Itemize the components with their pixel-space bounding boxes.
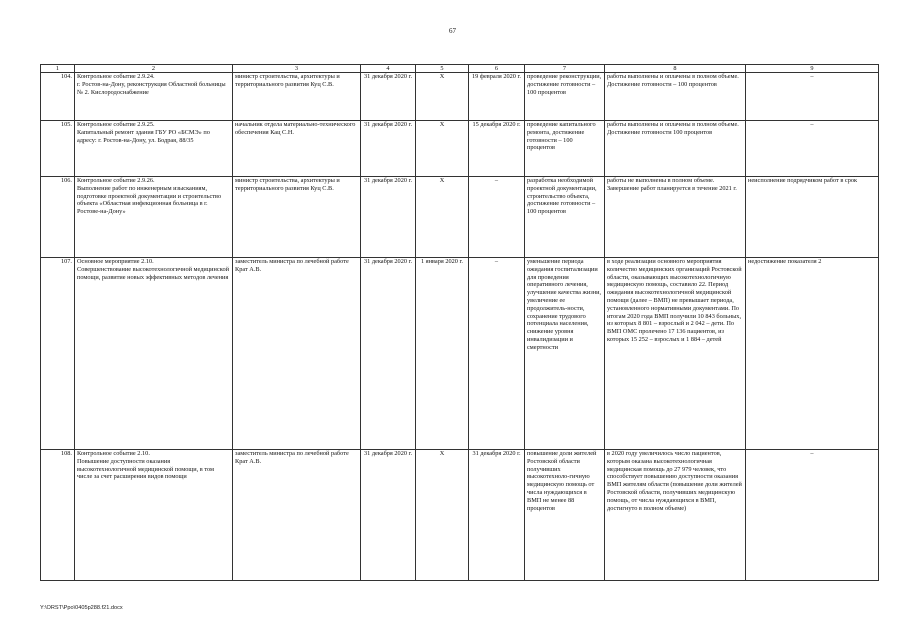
actual-result-cell: работы выполнены и оплачены в полном объеме. Достижение готовности 100 процентов (605, 121, 746, 177)
table-row (41, 121, 879, 177)
table-row (41, 73, 879, 121)
plan-date-cell: 31 декабря 2020 г. (361, 450, 416, 581)
page-number: 67 (449, 27, 456, 35)
start-date-cell: X (416, 73, 469, 121)
planned-result-cell: повышение доли жителей Ростовской области получивших высокотехноло-гичную медицинскую помощь от числа нуждающихся в ВМП не менее 88 процентов (525, 450, 605, 581)
plan-date-cell: 31 декабря 2020 г. (361, 121, 416, 177)
header-cell: 5 (416, 65, 469, 73)
table-row (41, 450, 879, 581)
reasons-cell: – (746, 121, 879, 177)
event-cell: Контрольное событие 2.9.25. Капитальный ремонт здания ГБУ РО «БСМЭ» по адресу: г. Ростов-на-Дону, ул. Бодрая, 88/35 (75, 121, 233, 177)
row-number: 105. (41, 121, 75, 177)
event-cell: Основное мероприятие 2.10. Совершенствование высокотехнологичной медицинской помощи, развитие новых эффективных методов лечения (75, 258, 233, 450)
start-date-cell: X (416, 450, 469, 581)
start-date-cell: 1 января 2020 г. (416, 258, 469, 450)
header-cell: 4 (361, 65, 416, 73)
event-cell: Контрольное событие 2.9.24. г. Ростов-на-Дону, реконструкция Областной больницы № 2. Кислородоснабжение (75, 73, 233, 121)
header-cell: 7 (525, 65, 605, 73)
plan-date-cell: 31 декабря 2020 г. (361, 73, 416, 121)
actual-result-cell: в 2020 году увеличилось число пациентов, которым оказана высокотехнологичная медицинская помощь до 27 979 человек, что способствует повышению доступности оказания ВМП жителям области (повышение доли жителей Ростовской области, получивших медицинскую помощь, от числа нуждающихся в ВМП, достигнуто в полном объеме) (605, 450, 746, 581)
event-cell: Контрольное событие 2.10. Повышение доступности оказания высокотехнологичной медицинской помощи, в том числе за счет расширения видов помощи (75, 450, 233, 581)
fact-date-cell: – (469, 177, 525, 258)
header-cell: 1 (41, 65, 75, 73)
actual-result-cell: работы выполнены и оплачены в полном объеме. Достижение готовности – 100 процентов (605, 73, 746, 121)
start-date-cell: X (416, 121, 469, 177)
event-cell: Контрольное событие 2.9.26. Выполнение работ по инженерным изысканиям, подготовке проектной документации и строительство объекта «Областная инфекционная больница в г. Ростове-на-Дону» (75, 177, 233, 258)
header-cell: 8 (605, 65, 746, 73)
reasons-cell: – (746, 73, 879, 121)
row-number: 104. (41, 73, 75, 121)
header-cell: 6 (469, 65, 525, 73)
reasons-cell: неисполнение подрядчиком работ в срок (746, 177, 879, 258)
responsible-cell: заместитель министра по лечебной работе Крат А.В. (233, 258, 361, 450)
table-row (41, 177, 879, 258)
fact-date-cell: 31 декабря 2020 г. (469, 450, 525, 581)
planned-result-cell: уменьшение периода ожидания госпитализации для проведения оперативного лечения, улучшение качества жизни, увеличение ее продолжитель-ности, сохранение трудового потенциала населения, снижение уровня инвалидизации и смертности (525, 258, 605, 450)
responsible-cell: министр строительства, архитектуры и территориального развития Куц С.В. (233, 73, 361, 121)
plan-date-cell: 31 декабря 2020 г. (361, 258, 416, 450)
start-date-cell: X (416, 177, 469, 258)
responsible-cell: заместитель министра по лечебной работе Крат А.В. (233, 450, 361, 581)
fact-date-cell: 15 декабря 2020 г. (469, 121, 525, 177)
fact-date-cell: – (469, 258, 525, 450)
header-cell: 3 (233, 65, 361, 73)
report-table (40, 64, 879, 581)
responsible-cell: министр строительства, архитектуры и территориального развития Куц С.В. (233, 177, 361, 258)
header-cell: 9 (746, 65, 879, 73)
footer-file-path: Y:\ORST\Ppo\0405p288.f21.docx (40, 605, 123, 611)
actual-result-cell: работы не выполнены в полном объеме. Завершение работ планируется в течение 2021 г. (605, 177, 746, 258)
row-number: 106. (41, 177, 75, 258)
planned-result-cell: разработка необходимой проектной документации, строительство объекта, достижение готовности – 100 процентов (525, 177, 605, 258)
row-number: 108. (41, 450, 75, 581)
reasons-cell: недостижение показателя 2 (746, 258, 879, 450)
row-number: 107. (41, 258, 75, 450)
reasons-cell: – (746, 450, 879, 581)
header-cell: 2 (75, 65, 233, 73)
header-row (41, 65, 879, 73)
actual-result-cell: в ходе реализации основного мероприятия количество медицинских организаций Ростовской области, оказывающих высокотехнологичную медицинскую помощь, составило 22. Период ожидания высокотехнологичной медицинской помощи (далее – ВМП) не превышает периода, установленного нормативными документами. По итогам 2020 года ВМП получили 10 843 больных, из которых 8 801 – взрослый и 2 042 – дети. По ВМП ОМС пролечено 17 136 пациентов, из которых 15 252 – взрослых и 1 884 – детей (605, 258, 746, 450)
table-row (41, 258, 879, 450)
planned-result-cell: проведение реконструкции, достижение готовности – 100 процентов (525, 73, 605, 121)
fact-date-cell: 19 февраля 2020 г. (469, 73, 525, 121)
plan-date-cell: 31 декабря 2020 г. (361, 177, 416, 258)
responsible-cell: начальник отдела материально-технического обеспечения Кац С.Н. (233, 121, 361, 177)
planned-result-cell: проведение капитального ремонта, достижение готовности – 100 процентов (525, 121, 605, 177)
